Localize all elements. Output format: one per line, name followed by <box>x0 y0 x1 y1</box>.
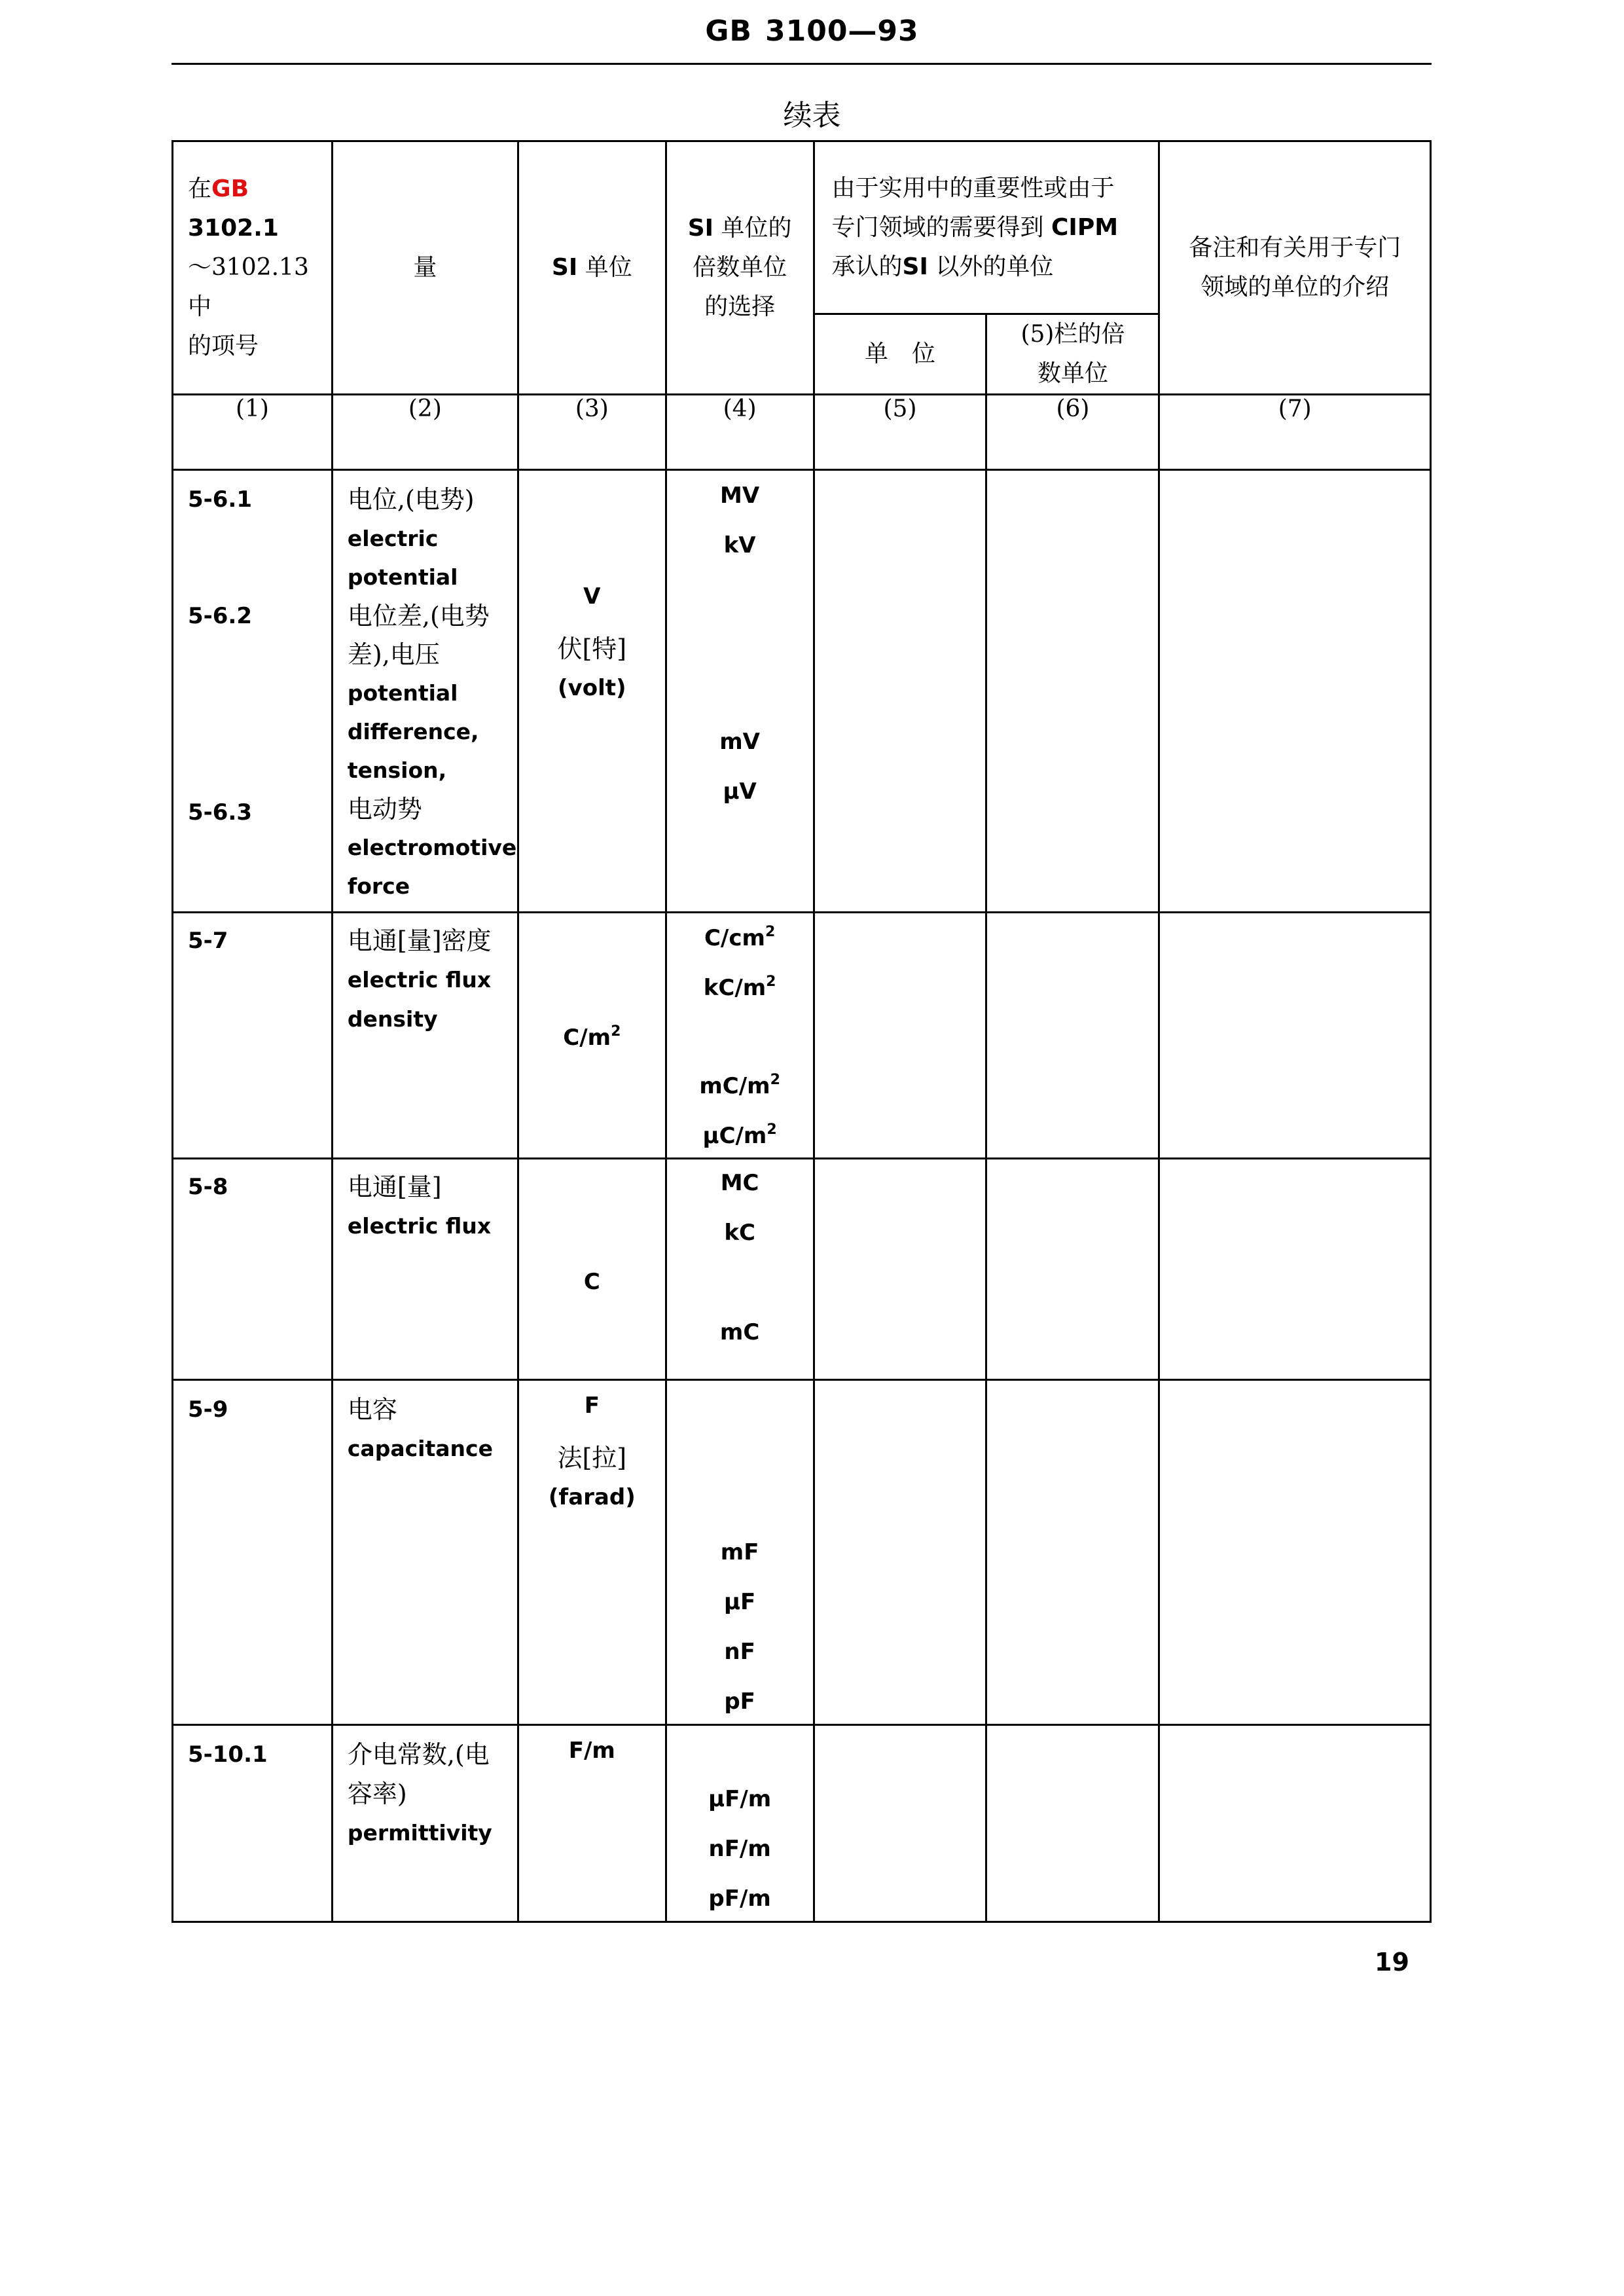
column-number: (7) <box>1159 395 1431 470</box>
standard-number: 3100—93 <box>765 14 919 48</box>
si-unit-cell: $C/m^2$ <box>518 913 666 1159</box>
non-si-unit-cell <box>814 913 986 1159</box>
header-rule <box>171 63 1432 65</box>
non-si-multiple-cell <box>986 913 1159 1159</box>
header-quantity: 量 <box>332 141 518 395</box>
item-number-cell: 5-6.1 5-6.2 5-6.3 <box>173 470 333 913</box>
si-unit-cell: C <box>518 1159 666 1380</box>
non-si-unit-cell <box>814 1725 986 1922</box>
si-multiples-cell: μF/m nF/m pF/m <box>666 1725 814 1922</box>
si-multiples-cell: $C/cm^2$ $kC/m^2$ $mC/m^2$ $\mu C/m^2$ <box>666 913 814 1159</box>
column-number: (2) <box>332 395 518 470</box>
table-row <box>173 1725 1431 1922</box>
table-row <box>173 913 1431 1159</box>
header-si-unit: SI 单位 <box>518 141 666 395</box>
non-si-unit-cell <box>814 470 986 913</box>
quantity-cell: 电通[量]密度 electric flux density <box>332 913 518 1159</box>
column-number: (5) <box>814 395 986 470</box>
quantity-cell: 电容 capacitance <box>332 1380 518 1725</box>
item-number-cell: 5-10.1 <box>173 1725 333 1922</box>
non-si-unit-cell <box>814 1380 986 1725</box>
remarks-cell <box>1159 1159 1431 1380</box>
remarks-cell <box>1159 470 1431 913</box>
table-row <box>173 1380 1431 1725</box>
non-si-multiple-cell <box>986 1725 1159 1922</box>
units-table <box>171 140 1432 1923</box>
header-si-multiples: SI 单位的 倍数单位 的选择 <box>666 141 814 395</box>
remarks-cell <box>1159 1380 1431 1725</box>
non-si-unit-cell <box>814 1159 986 1380</box>
item-number-cell: 5-7 <box>173 913 333 1159</box>
header-non-si-units: 由于实用中的重要性或由于 专门领域的需要得到 CIPM 承认的SI 以外的单位 <box>814 141 1159 314</box>
remarks-cell <box>1159 913 1431 1159</box>
header-item-number: 在GB 3102.1 ～3102.13 中 的项号 <box>173 141 333 395</box>
si-multiples-cell: MV kV mV μV <box>666 470 814 913</box>
column-number: (1) <box>173 395 333 470</box>
column-number-row <box>173 395 1431 470</box>
column-number: (4) <box>666 395 814 470</box>
si-unit-cell: F/m <box>518 1725 666 1922</box>
header-unit: 单 位 <box>814 314 986 395</box>
remarks-cell <box>1159 1725 1431 1922</box>
standard-prefix: GB <box>705 14 752 48</box>
non-si-multiple-cell <box>986 470 1159 913</box>
quantity-cell: 电位,(电势) electric potential 电位差,(电势 差),电压 potential difference, tension, 电动势 electromotive force <box>332 470 518 913</box>
item-number-cell: 5-9 <box>173 1380 333 1725</box>
column-number: (3) <box>518 395 666 470</box>
header-unit-multiples: (5)栏的倍 数单位 <box>986 314 1159 395</box>
column-number: (6) <box>986 395 1159 470</box>
si-multiples-cell: mF μF nF pF <box>666 1380 814 1725</box>
si-multiples-cell: MC kC mC <box>666 1159 814 1380</box>
si-unit-cell: F 法[拉] (farad) <box>518 1380 666 1725</box>
table-row <box>173 1159 1431 1380</box>
item-number-cell: 5-8 <box>173 1159 333 1380</box>
table-row <box>173 470 1431 913</box>
non-si-multiple-cell <box>986 1159 1159 1380</box>
si-unit-cell: V 伏[特] (volt) <box>518 470 666 913</box>
quantity-cell: 介电常数,(电 容率) permittivity <box>332 1725 518 1922</box>
header-remarks: 备注和有关用于专门 领域的单位的介绍 <box>1159 141 1431 395</box>
non-si-multiple-cell <box>986 1380 1159 1725</box>
page-header-title <box>0 14 1624 48</box>
table-continued-title: 续表 <box>783 99 841 132</box>
quantity-cell: 电通[量] electric flux <box>332 1159 518 1380</box>
page-number: 19 <box>1375 1948 1409 1977</box>
